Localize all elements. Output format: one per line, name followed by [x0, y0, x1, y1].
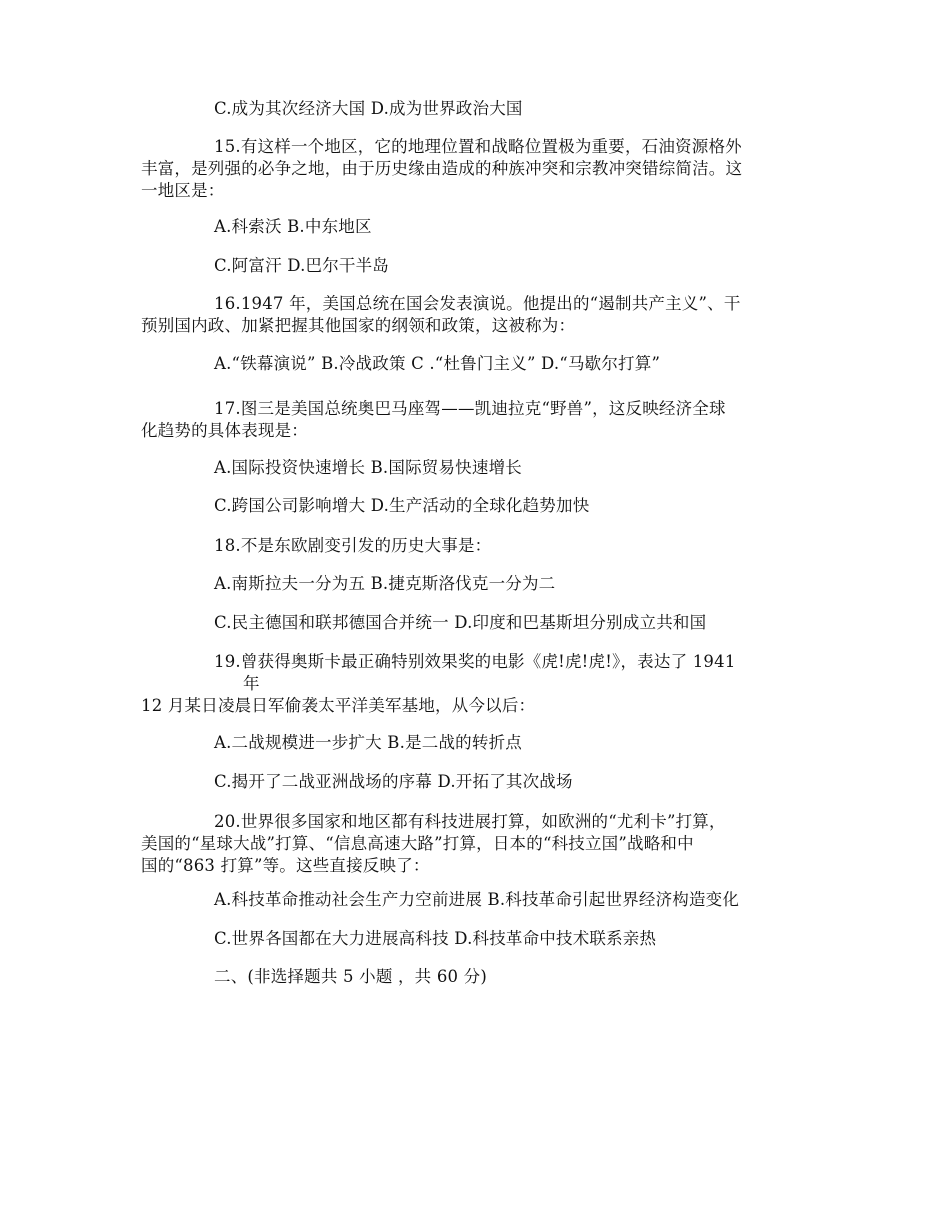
q18-options-cd: C.民主德国和联邦德国合并统一 D.印度和巴基斯坦分别成立共和国	[214, 613, 707, 632]
q19-stem-line-2: 12 月某日凌晨日军偷袭太平洋美军基地，从今以后：	[141, 696, 536, 715]
q15-options-ab: A.科索沃 B.中东地区	[214, 217, 372, 236]
q16-stem-line-2: 预别国内政、加紧把握其他国家的纲领和政策，这被称为：	[141, 316, 576, 335]
q17-stem-line-1: 17.图三是美国总统奥巴马座驾——凯迪拉克“野兽”，这反映经济全球	[214, 399, 726, 418]
q15-stem-line-1: 15.有这样一个地区，它的地理位置和战略位置极为重要，石油资源格外	[214, 137, 742, 156]
q15-stem-line-2: 丰富，是列强的必争之地，由于历史缘由造成的种族冲突和宗教冲突错综简洁。这	[141, 159, 743, 178]
q15-stem-line-3: 一地区是：	[141, 181, 225, 200]
q16-stem-line-1: 16.1947 年，美国总统在国会发表演说。他提出的“遏制共产主义”、干	[214, 294, 741, 313]
q17-stem-line-2: 化趋势的具体表现是：	[141, 421, 308, 440]
q19-stem-year-suffix: 年	[243, 674, 260, 693]
section-two-heading: 二、(非选择题共 5 小题 ，共 60 分)	[214, 967, 487, 986]
q20-options-cd: C.世界各国都在大力进展高科技 D.科技革命中技术联系亲热	[214, 929, 657, 948]
q17-options-ab: A.国际投资快速增长 B.国际贸易快速增长	[214, 458, 522, 477]
q17-options-cd: C.跨国公司影响增大 D.生产活动的全球化趋势加快	[214, 496, 590, 515]
q18-stem: 18.不是东欧剧变引发的历史大事是：	[214, 536, 492, 555]
q19-stem-line-1: 19.曾获得奥斯卡最正确特别效果奖的电影《虎!虎!虎!》，表达了 1941	[214, 652, 736, 671]
q18-options-ab: A.南斯拉夫一分为五 B.捷克斯洛伐克一分为二	[214, 574, 556, 593]
q19-options-cd: C.揭开了二战亚洲战场的序幕 D.开拓了其次战场	[214, 772, 573, 791]
q15-options-cd: C.阿富汗 D.巴尔干半岛	[214, 256, 390, 275]
q20-stem-line-3: 国的“863 打算”等。这些直接反映了：	[141, 856, 430, 875]
q16-options: A.“铁幕演说” B.冷战政策 C .“杜鲁门主义” D.“马歇尔打算”	[214, 354, 661, 373]
q20-stem-line-2: 美国的“星球大战”打算、“信息高速大路”打算，日本的“科技立国”战略和中	[141, 834, 694, 853]
q14-options-cd: C.成为其次经济大国 D.成为世界政治大国	[214, 99, 523, 118]
q20-options-ab: A.科技革命推动社会生产力空前进展 B.科技革命引起世界经济构造变化	[214, 890, 740, 909]
q19-options-ab: A.二战规模进一步扩大 B.是二战的转折点	[214, 733, 522, 752]
q20-stem-line-1: 20.世界很多国家和地区都有科技进展打算，如欧洲的“尤利卡”打算，	[214, 812, 726, 831]
